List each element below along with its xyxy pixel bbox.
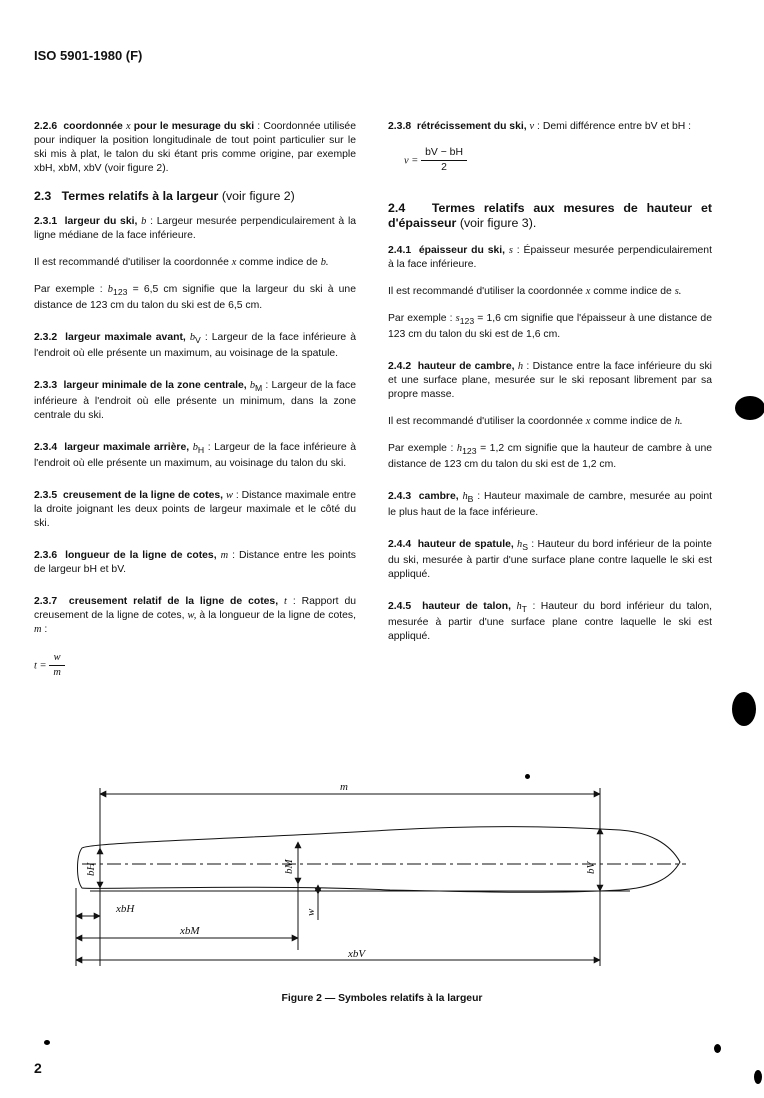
section-number: 2.3.6 xyxy=(34,550,58,562)
definition-text: H et bV. xyxy=(89,564,127,576)
section-2-3-4 xyxy=(34,441,356,471)
section-number: 2.2.6 xyxy=(34,121,58,132)
term-title: rétrécissement du ski, xyxy=(416,121,527,132)
equation-lhs: t = xyxy=(34,660,47,672)
subscript: 123 xyxy=(462,446,477,457)
definition-text: : Largeur de la face inférieure à l'endroit où elle présente un maximum, au voisinage de la spatule. xyxy=(34,332,356,360)
section-2-3-heading xyxy=(34,189,356,204)
section-2-4-1 xyxy=(388,244,712,272)
subscript: S xyxy=(522,542,529,553)
scan-blot xyxy=(714,1044,721,1053)
definition-text: : xyxy=(44,624,48,636)
section-2-3-8 xyxy=(388,120,712,134)
text: comme indice de xyxy=(593,286,672,297)
section-number: 2.4 xyxy=(388,201,406,215)
denominator: m xyxy=(53,667,61,679)
text: Par exemple : xyxy=(34,284,103,295)
section-title: Termes relatifs à la largeur xyxy=(61,189,219,203)
term-title: hauteur de cambre, xyxy=(417,361,515,373)
scan-blot xyxy=(754,1070,762,1084)
symbol: m xyxy=(220,550,229,562)
label-m: m xyxy=(340,781,348,793)
fraction xyxy=(49,651,65,680)
symbol: b xyxy=(189,332,196,344)
definition-text: : Largeur de la face inférieure à l'endroit où elle présente un maximum, au voisinage du talon du ski. xyxy=(34,442,357,470)
definition-text: bH, xbM, xbV (voir figure 2). xyxy=(39,163,169,174)
symbol: s xyxy=(455,313,460,324)
equation-lhs: v = xyxy=(404,155,419,167)
text: Par exemple : xyxy=(388,313,453,324)
left-column xyxy=(34,120,356,680)
term-title: pour le mesurage du ski xyxy=(133,121,255,132)
subscript: 123 xyxy=(459,316,475,327)
term-title: largeur maximale avant, xyxy=(65,332,186,344)
symbol: x xyxy=(585,286,591,297)
symbol: h xyxy=(456,443,463,455)
section-2-3-1 xyxy=(34,215,356,243)
subscript: T xyxy=(521,604,527,615)
section-2-3-3 xyxy=(34,379,356,423)
figure-reference: (voir figure 3). xyxy=(459,216,537,230)
subscript: V xyxy=(195,335,201,346)
term-title: coordonnée xyxy=(63,121,123,132)
symbol: w, xyxy=(187,610,197,622)
section-2-3-6 xyxy=(34,549,356,577)
text: comme indice de xyxy=(239,257,318,268)
definition-text: à la longueur de la ligne de cotes, xyxy=(199,610,356,622)
section-2-4-5 xyxy=(388,600,712,644)
term-title: creusement de la ligne de cotes, xyxy=(62,490,224,502)
label-xbM: xbM xyxy=(180,925,200,937)
example-text xyxy=(388,442,712,472)
section-2-3-2 xyxy=(34,331,356,361)
definition-text: : Distance entre les points de largeur b xyxy=(34,550,357,576)
definition-text: : Largeur de la face inférieure à l'endroit où elle présente un minimum, dans la zone centrale du ski. xyxy=(34,380,356,422)
definition-text: : Rapport du creusement de la ligne de cotes, xyxy=(34,596,357,622)
text: = 6,5 cm signifie que la largeur du ski à une distance de 123 cm du talon du ski est de 6,5 cm. xyxy=(34,284,356,312)
numerator: bV − bH xyxy=(421,146,467,161)
section-number: 2.3.5 xyxy=(34,490,58,502)
equation-v xyxy=(404,146,712,175)
scan-blot xyxy=(735,396,764,420)
term-title: épaisseur du ski, xyxy=(418,245,506,256)
section-number: 2.3.4 xyxy=(34,442,58,454)
label-xbV: xbV xyxy=(348,948,366,960)
definition-text: : Hauteur du bord inférieur du talon, mesurée à partir d'une surface plane contre laquelle le ski est appliqué. xyxy=(388,601,713,643)
section-number: 2.3 xyxy=(34,189,52,203)
section-2-4-4 xyxy=(388,538,712,582)
symbol: v xyxy=(529,121,535,132)
term-title: largeur du ski, xyxy=(64,216,138,227)
symbol: t xyxy=(284,596,287,608)
symbol: h xyxy=(517,361,524,373)
section-2-4-2 xyxy=(388,360,712,402)
section-2-3-5 xyxy=(34,489,356,531)
section-2-3-7 xyxy=(34,595,356,637)
section-number: 2.3.8 xyxy=(388,121,412,132)
text: Par exemple : xyxy=(388,443,454,455)
definition-text: Coordonnée utilisée pour indiquer la position longitudinale de tout point particulier sur le ski mis à plat, le talon du ski étant pris comme origine, par exemple x xyxy=(34,121,356,174)
denominator: 2 xyxy=(441,162,447,173)
definition-text: : Épaisseur mesurée perpendiculairement à la face inférieure. xyxy=(388,245,712,270)
symbol: b. xyxy=(320,257,329,268)
symbol: b xyxy=(249,380,256,392)
example-text xyxy=(388,312,712,342)
label-bH: bH xyxy=(85,862,97,876)
term-title: creusement relatif de la ligne de cotes, xyxy=(68,596,279,608)
label-bV: bV xyxy=(585,861,597,874)
text: Il est recommandé d'utiliser la coordonnée xyxy=(388,416,583,428)
symbol: w xyxy=(225,490,233,502)
document-header: ISO 5901-1980 (F) xyxy=(34,48,143,63)
text: = 1,2 cm signifie que la hauteur de cambre à une distance de 123 cm du talon du ski est de 1,2 cm. xyxy=(388,443,713,471)
definition-text: V et bH : xyxy=(650,121,692,132)
figure-2-ski-width-diagram xyxy=(30,770,710,970)
term-title: largeur maximale arrière, xyxy=(64,442,190,454)
text: comme indice de xyxy=(593,416,672,428)
section-number: 2.3.7 xyxy=(34,596,58,608)
text: Il est recommandé d'utiliser la coordonnée xyxy=(388,286,583,297)
fraction xyxy=(421,146,467,175)
right-column xyxy=(388,120,712,644)
subscript: M xyxy=(255,383,263,394)
scan-blot xyxy=(44,1040,50,1045)
page-number: 2 xyxy=(34,1060,42,1076)
ski-outline xyxy=(78,827,681,893)
section-2-4-heading xyxy=(388,201,712,231)
subscript: H xyxy=(197,445,205,456)
text: Il est recommandé d'utiliser la coordonnée xyxy=(34,257,229,268)
figure-caption: Figure 2 — Symboles relatifs à la largeur xyxy=(281,993,483,1004)
term-title: largeur minimale de la zone centrale, xyxy=(63,380,247,392)
numerator: w xyxy=(49,651,65,666)
section-number: 2.3.1 xyxy=(34,216,58,227)
symbol: h xyxy=(462,491,468,503)
section-number: 2.4.1 xyxy=(388,245,412,256)
figure-reference: (voir figure 2) xyxy=(221,189,295,203)
example-text xyxy=(34,283,356,313)
subscript: B xyxy=(467,494,474,505)
symbol: s. xyxy=(674,286,682,297)
label-xbH: xbH xyxy=(116,903,135,915)
recommendation-text xyxy=(34,256,356,270)
text: = 1,6 cm signifie que l'épaisseur à une distance de 123 cm du talon du ski est de 1,6 cm. xyxy=(388,313,712,341)
term-title: hauteur de spatule, xyxy=(417,539,514,551)
section-2-4-3 xyxy=(388,490,712,520)
symbol: x xyxy=(231,257,237,268)
definition-text: : Distance entre la face inférieure du ski et une surface plane, mesurée sur le ski reposant librement par sa propre masse. xyxy=(388,361,712,401)
term-title: longueur de la ligne de cotes, xyxy=(65,550,217,562)
section-number: 2.4.5 xyxy=(388,601,412,613)
symbol: h. xyxy=(674,416,683,428)
definition-text: : Hauteur maximale de cambre, mesurée au point le plus haut de la face inférieure. xyxy=(388,491,712,519)
symbol: h xyxy=(516,601,522,613)
equation-t xyxy=(34,651,356,680)
symbol: x xyxy=(585,416,591,428)
symbol: m xyxy=(34,624,42,636)
symbol: b xyxy=(141,216,147,227)
section-number: 2.4.4 xyxy=(388,539,412,551)
symbol: b xyxy=(192,442,198,454)
symbol: x xyxy=(125,121,131,132)
term-title: cambre, xyxy=(418,491,459,503)
section-title: Termes relatifs aux mesures de hauteur et d'épaisseur xyxy=(388,201,712,230)
section-2-2-6: 2.2.6 coordonnée x pour le mesurage du ski : Coordonnée utilisée pour indiquer la position longitudinale de tout point particulier sur le ski mis à plat, le talon du ski étant pris comme origine, par exemple xbH, xbM, xbV (voir figure 2). xyxy=(34,121,356,174)
definition-text: : Largeur mesurée perpendiculairement à la ligne médiane de la face inférieure. xyxy=(34,216,357,241)
scan-blot xyxy=(525,774,530,779)
label-bM: bM xyxy=(283,859,295,874)
recommendation-text xyxy=(388,285,712,299)
symbol: s xyxy=(508,245,513,256)
scan-blot xyxy=(732,692,756,726)
section-number: 2.4.2 xyxy=(388,361,412,373)
definition-text: : Demi différence entre b xyxy=(537,121,651,132)
subscript: 123 xyxy=(113,287,128,298)
label-w: w xyxy=(305,908,317,916)
symbol: b xyxy=(107,284,113,295)
term-title: hauteur de talon, xyxy=(422,601,511,613)
section-number: 2.3.2 xyxy=(34,332,58,344)
symbol: h xyxy=(517,539,523,551)
definition-text: : Hauteur du bord inférieur de la pointe du ski, mesurée à partir d'une surface plane contre laquelle le ski est appliqué. xyxy=(388,539,712,581)
definition-text: : Distance maximale entre la droite joignant les deux points de largeur maximale et le côté du ski. xyxy=(34,490,356,530)
recommendation-text xyxy=(388,415,712,429)
section-number: 2.4.3 xyxy=(388,491,412,503)
section-number: 2.3.3 xyxy=(34,380,58,392)
